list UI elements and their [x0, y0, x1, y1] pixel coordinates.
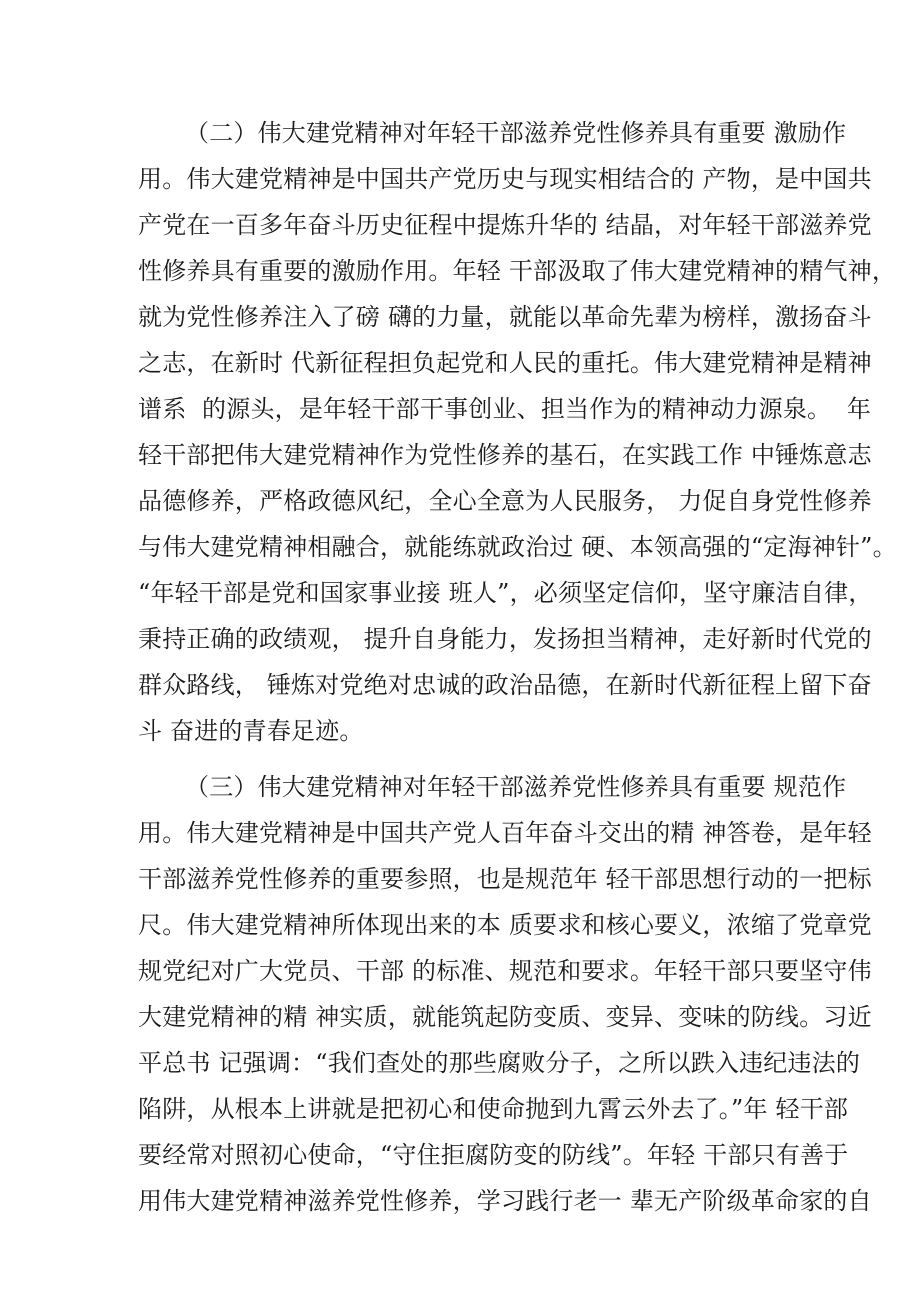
paragraph-1-line-2: 用。伟大建党精神是中国共产党历史与现实相结合的 产物，是中国共 [138, 165, 872, 193]
paragraph-2-line-10: 用伟大建党精神滋养党性修养，学习践行老一 辈无产阶级革命家的自 [138, 1187, 872, 1215]
paragraph-2-line-6: 大建党精神的精 神实质，就能筑起防变质、变异、变味的防线。习近 [138, 1003, 872, 1031]
paragraph-1-line-9: 品德修养，严格政德风纪，全心全意为人民服务， 力促自身党性修养 [138, 487, 872, 515]
paragraph-1-line-14: 斗 奋进的青春足迹。 [138, 717, 364, 745]
paragraph-1-line-10: 与伟大建党精神相融合，就能练就政治过 硬、本领高强的“定海神针”。 [138, 533, 897, 561]
paragraph-2-line-7: 平总书 记强调：“我们查处的那些腐败分子，之所以跌入违纪违法的 [138, 1049, 861, 1077]
paragraph-1-line-11: “年轻干部是党和国家事业接 班人”，必须坚定信仰，坚守廉洁自律， [138, 579, 873, 607]
paragraph-1-line-6: 之志，在新时 代新征程担负起党和人民的重托。伟大建党精神是精神 [138, 349, 872, 377]
paragraph-2-line-1: （三）伟大建党精神对年轻干部滋养党性修养具有重要 规范作 [185, 773, 847, 801]
paragraph-1-line-4: 性修养具有重要的激励作用。年轻 干部汲取了伟大建党精神的精气神， [138, 257, 897, 285]
paragraph-2-line-9: 要经常对照初心使命，“守住拒腐防变的防线”。年轻 干部只有善于 [138, 1141, 849, 1169]
paragraph-2-line-2: 用。伟大建党精神是中国共产党人百年奋斗交出的精 神答卷，是年轻 [138, 819, 872, 847]
paragraph-1-line-5: 就为党性修养注入了磅 礴的力量，就能以革命先辈为榜样，激扬奋斗 [138, 303, 872, 331]
paragraph-1-line-12: 秉持正确的政绩观， 提升自身能力，发扬担当精神，走好新时代党的 [138, 625, 872, 653]
paragraph-1-line-1: （二）伟大建党精神对年轻干部滋养党性修养具有重要 激励作 [185, 119, 847, 147]
paragraph-1-line-8: 轻干部把伟大建党精神作为党性修养的基石，在实践工作 中锤炼意志 [138, 441, 872, 469]
paragraph-2-line-8: 陷阱，从根本上讲就是把初心和使命抛到九霄云外去了。”年 轻干部 [138, 1095, 849, 1123]
paragraph-2-line-5: 规党纪对广大党员、干部 的标准、规范和要求。年轻干部只要坚守伟 [138, 957, 872, 985]
paragraph-2-line-3: 干部滋养党性修养的重要参照，也是规范年 轻干部思想行动的一把标 [138, 865, 872, 893]
paragraph-1-line-13: 群众路线， 锤炼对党绝对忠诚的政治品德，在新时代新征程上留下奋 [138, 671, 872, 699]
paragraph-2-line-4: 尺。伟大建党精神所体现出来的本 质要求和核心要义，浓缩了党章党 [138, 911, 872, 939]
paragraph-1-line-3: 产党在一百多年奋斗历史征程中提炼升华的 结晶，对年轻干部滋养党 [138, 211, 872, 239]
paragraph-1-line-7: 谱系 的源头，是年轻干部干事创业、担当作为的精神动力源泉。 年 [138, 395, 872, 423]
